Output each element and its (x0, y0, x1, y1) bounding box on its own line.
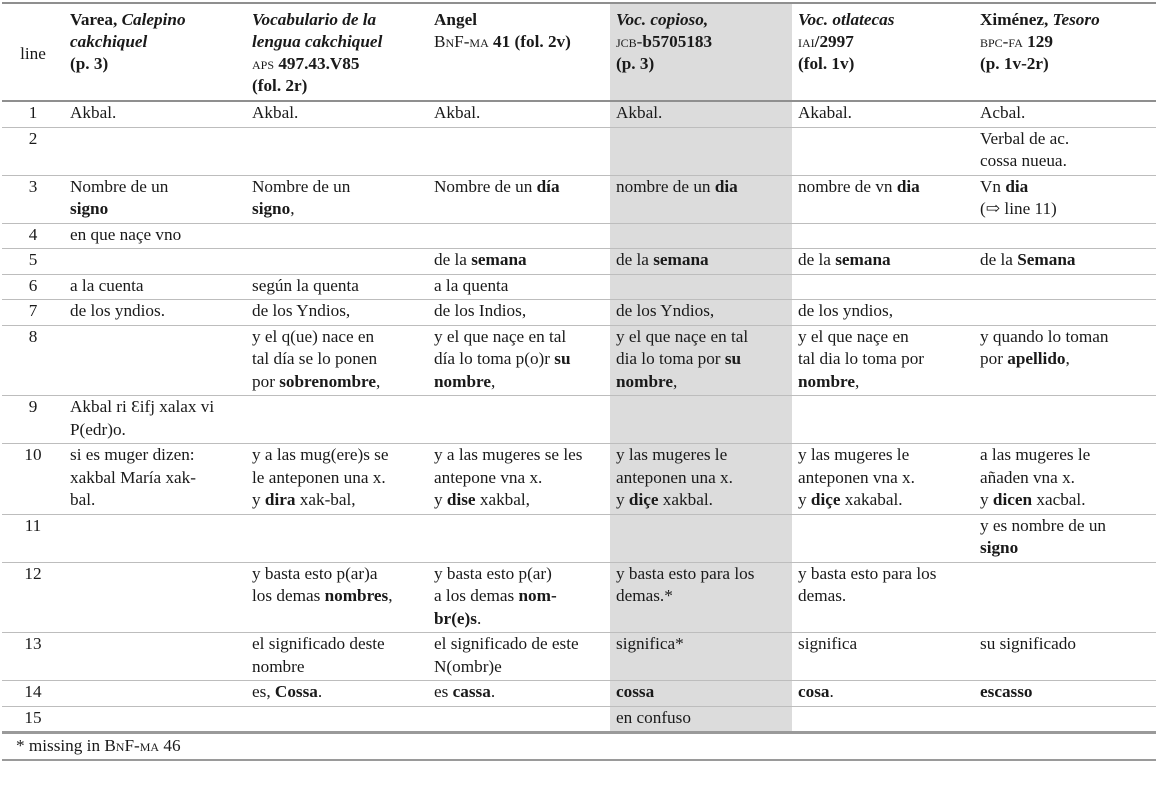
cell-varea (64, 562, 246, 633)
cell-vocabulario: y basta esto p(ar)a los demas nombres, (252, 563, 393, 605)
cell-voc-copioso (610, 396, 792, 444)
cell-varea: si es muger dizen: xakbal María xak- bal. (70, 445, 196, 509)
cell-ximenez: a las mugeres le añaden vna x. y dicen xacbal. (980, 445, 1091, 509)
cell-varea: Akbal ri Ɛifj xalax vi P(edr)o. (70, 397, 215, 439)
header-line: line (20, 43, 46, 63)
header-voc-copioso: Voc. copioso, jcb-b5705183 (p. 3) (610, 3, 792, 101)
header-row (2, 3, 1156, 101)
line-number: 1 (28, 103, 38, 122)
table-row (2, 101, 1156, 127)
cell-voc-copioso: de la semana (610, 249, 792, 275)
table-row (2, 223, 1156, 249)
cell-ximenez (974, 300, 1156, 326)
cell-voc-copioso: en confuso (610, 706, 792, 733)
line-number: 8 (28, 326, 38, 346)
cell-vocabulario: y a las mug(ere)s se le anteponen una x. y dira xak-bal, (252, 445, 389, 509)
concordance-table (2, 2, 1156, 734)
table-row (2, 706, 1156, 733)
concordance-table-container (2, 2, 1156, 761)
cell-varea (64, 706, 246, 733)
cell-voc-copioso (610, 127, 792, 175)
line-number: 15 (24, 707, 42, 727)
cell-voc-copioso: y basta esto para los demas.* (610, 562, 792, 633)
cell-ximenez: y quando lo toman por apellido, (980, 326, 1109, 368)
table-row (2, 633, 1156, 681)
cell-vocabulario: y el q(ue) nace en tal día se lo ponen por sobrenombre, (252, 326, 381, 391)
cell-angel: a la quenta (434, 275, 509, 295)
cell-ximenez: Vn dia (⇨ line 11) (980, 176, 1057, 218)
cell-voc-copioso (610, 514, 792, 562)
cell-ximenez (974, 396, 1156, 444)
cell-varea: en que naçe vno (70, 224, 182, 244)
cell-voc-otlatecas (792, 706, 974, 733)
footnote: * missing in BnF-ma 46 (16, 736, 181, 755)
line-number: 14 (24, 682, 42, 701)
line-number: 3 (28, 176, 38, 196)
cell-angel: Akbal. (434, 103, 481, 122)
line-number: 13 (24, 634, 42, 653)
cell-voc-otlatecas: nombre de vn dia (798, 176, 920, 196)
cell-vocabulario: es, Cossa. (252, 682, 323, 701)
table-row (2, 325, 1156, 396)
cell-vocabulario (246, 249, 428, 275)
table-row (2, 681, 1156, 707)
cell-voc-otlatecas: de la semana (798, 250, 891, 269)
cell-angel: de la semana (434, 250, 527, 269)
cell-voc-copioso: y el que naçe en tal dia lo toma por su nombre, (610, 325, 792, 396)
cell-varea (64, 681, 246, 707)
table-row (2, 175, 1156, 223)
cell-vocabulario (246, 127, 428, 175)
table-row (2, 300, 1156, 326)
cell-vocabulario (246, 706, 428, 733)
cell-voc-otlatecas: Akabal. (798, 103, 852, 122)
cell-vocabulario: según la quenta (252, 275, 359, 295)
cell-voc-otlatecas: y el que naçe en tal dia lo toma por nombre, (798, 326, 925, 391)
cell-varea: a la cuenta (70, 275, 144, 295)
cell-ximenez (974, 274, 1156, 300)
cell-vocabulario (246, 223, 428, 249)
cell-voc-copioso: y las mugeres le anteponen una x. y diçe xakbal. (610, 444, 792, 515)
cell-ximenez: escasso (980, 682, 1033, 701)
cell-voc-copioso: cossa (610, 681, 792, 707)
table-row (2, 562, 1156, 633)
header-voc-otlatecas: Voc. otlatecas iai/2997 (fol. 1v) (798, 10, 895, 73)
cell-ximenez: su significado (980, 634, 1076, 653)
line-number: 2 (28, 128, 38, 148)
cell-varea (64, 127, 246, 175)
line-number: 5 (28, 250, 38, 269)
cell-angel: de los Indios, (434, 301, 527, 320)
table-row (2, 396, 1156, 444)
cell-ximenez: de la Semana (980, 250, 1076, 269)
cell-angel: y a las mugeres se les antepone vna x. y dise xakbal, (434, 445, 583, 509)
table-row (2, 249, 1156, 275)
cell-ximenez (974, 562, 1156, 633)
cell-varea (64, 249, 246, 275)
cell-voc-otlatecas: y basta esto para los demas. (798, 563, 937, 605)
cell-angel (428, 706, 610, 733)
cell-voc-otlatecas: cosa. (798, 682, 834, 701)
cell-varea: de los yndios. (70, 301, 166, 320)
cell-angel: y basta esto p(ar) a los demas nom- br(e)s. (434, 563, 557, 628)
header-ximenez: Ximénez, Tesoro bpc-fa 129 (p. 1v-2r) (980, 10, 1100, 73)
cell-ximenez: y es nombre de un signo (980, 515, 1107, 557)
cell-voc-copioso (610, 223, 792, 249)
cell-angel (428, 223, 610, 249)
cell-voc-copioso: de los Yndios, (610, 300, 792, 326)
cell-ximenez: Acbal. (980, 103, 1026, 122)
line-number: 11 (24, 515, 42, 535)
cell-vocabulario (246, 396, 428, 444)
cell-angel (428, 514, 610, 562)
cell-voc-otlatecas (792, 514, 974, 562)
line-number: 10 (24, 445, 42, 464)
cell-angel (428, 127, 610, 175)
cell-ximenez (974, 706, 1156, 733)
table-row (2, 127, 1156, 175)
line-number: 7 (28, 301, 38, 320)
table-row (2, 274, 1156, 300)
cell-voc-otlatecas: y las mugeres le anteponen vna x. y diçe xakabal. (798, 445, 915, 509)
cell-angel: el significado de este N(ombr)e (434, 634, 579, 676)
header-vocabulario: Vocabulario de la lengua cakchiquel aps 497.43.V85 (fol. 2r) (252, 10, 383, 95)
cell-vocabulario: de los Yndios, (252, 301, 351, 320)
cell-varea: Akbal. (70, 103, 117, 122)
cell-voc-copioso: Akbal. (610, 101, 792, 127)
cell-voc-otlatecas: significa (798, 634, 858, 653)
cell-vocabulario: Akbal. (252, 103, 299, 122)
line-number: 9 (28, 397, 38, 416)
cell-voc-otlatecas: de los yndios, (798, 301, 894, 320)
table-row (2, 444, 1156, 515)
cell-angel: Nombre de un día (434, 176, 560, 196)
line-number: 6 (28, 275, 38, 295)
cell-vocabulario (246, 514, 428, 562)
cell-ximenez: Verbal de ac. cossa nueua. (980, 128, 1070, 170)
cell-voc-copioso: significa* (610, 633, 792, 681)
table-row (2, 514, 1156, 562)
cell-voc-copioso: nombre de un dia (610, 175, 792, 223)
header-varea: Varea, Calepino cakchiquel (p. 3) (70, 10, 186, 73)
cell-ximenez (974, 223, 1156, 249)
cell-angel (428, 396, 610, 444)
line-number: 12 (24, 563, 42, 583)
cell-vocabulario: el significado deste nombre (252, 634, 385, 676)
cell-varea (64, 514, 246, 562)
cell-voc-otlatecas (792, 127, 974, 175)
cell-varea: Nombre de un signo (70, 176, 169, 218)
cell-voc-copioso (610, 274, 792, 300)
cell-voc-otlatecas (792, 274, 974, 300)
cell-voc-otlatecas (792, 396, 974, 444)
header-angel: Angel BnF-ma 41 (fol. 2v) (434, 10, 571, 51)
cell-angel: y el que naçe en tal día lo toma p(o)r su nombre, (434, 326, 571, 391)
cell-vocabulario: Nombre de un signo, (252, 176, 351, 218)
cell-varea (64, 633, 246, 681)
cell-voc-otlatecas (792, 223, 974, 249)
line-number: 4 (28, 224, 38, 244)
cell-varea (64, 325, 246, 396)
cell-angel: es cassa. (434, 682, 496, 701)
footnote-rule (2, 759, 1156, 761)
